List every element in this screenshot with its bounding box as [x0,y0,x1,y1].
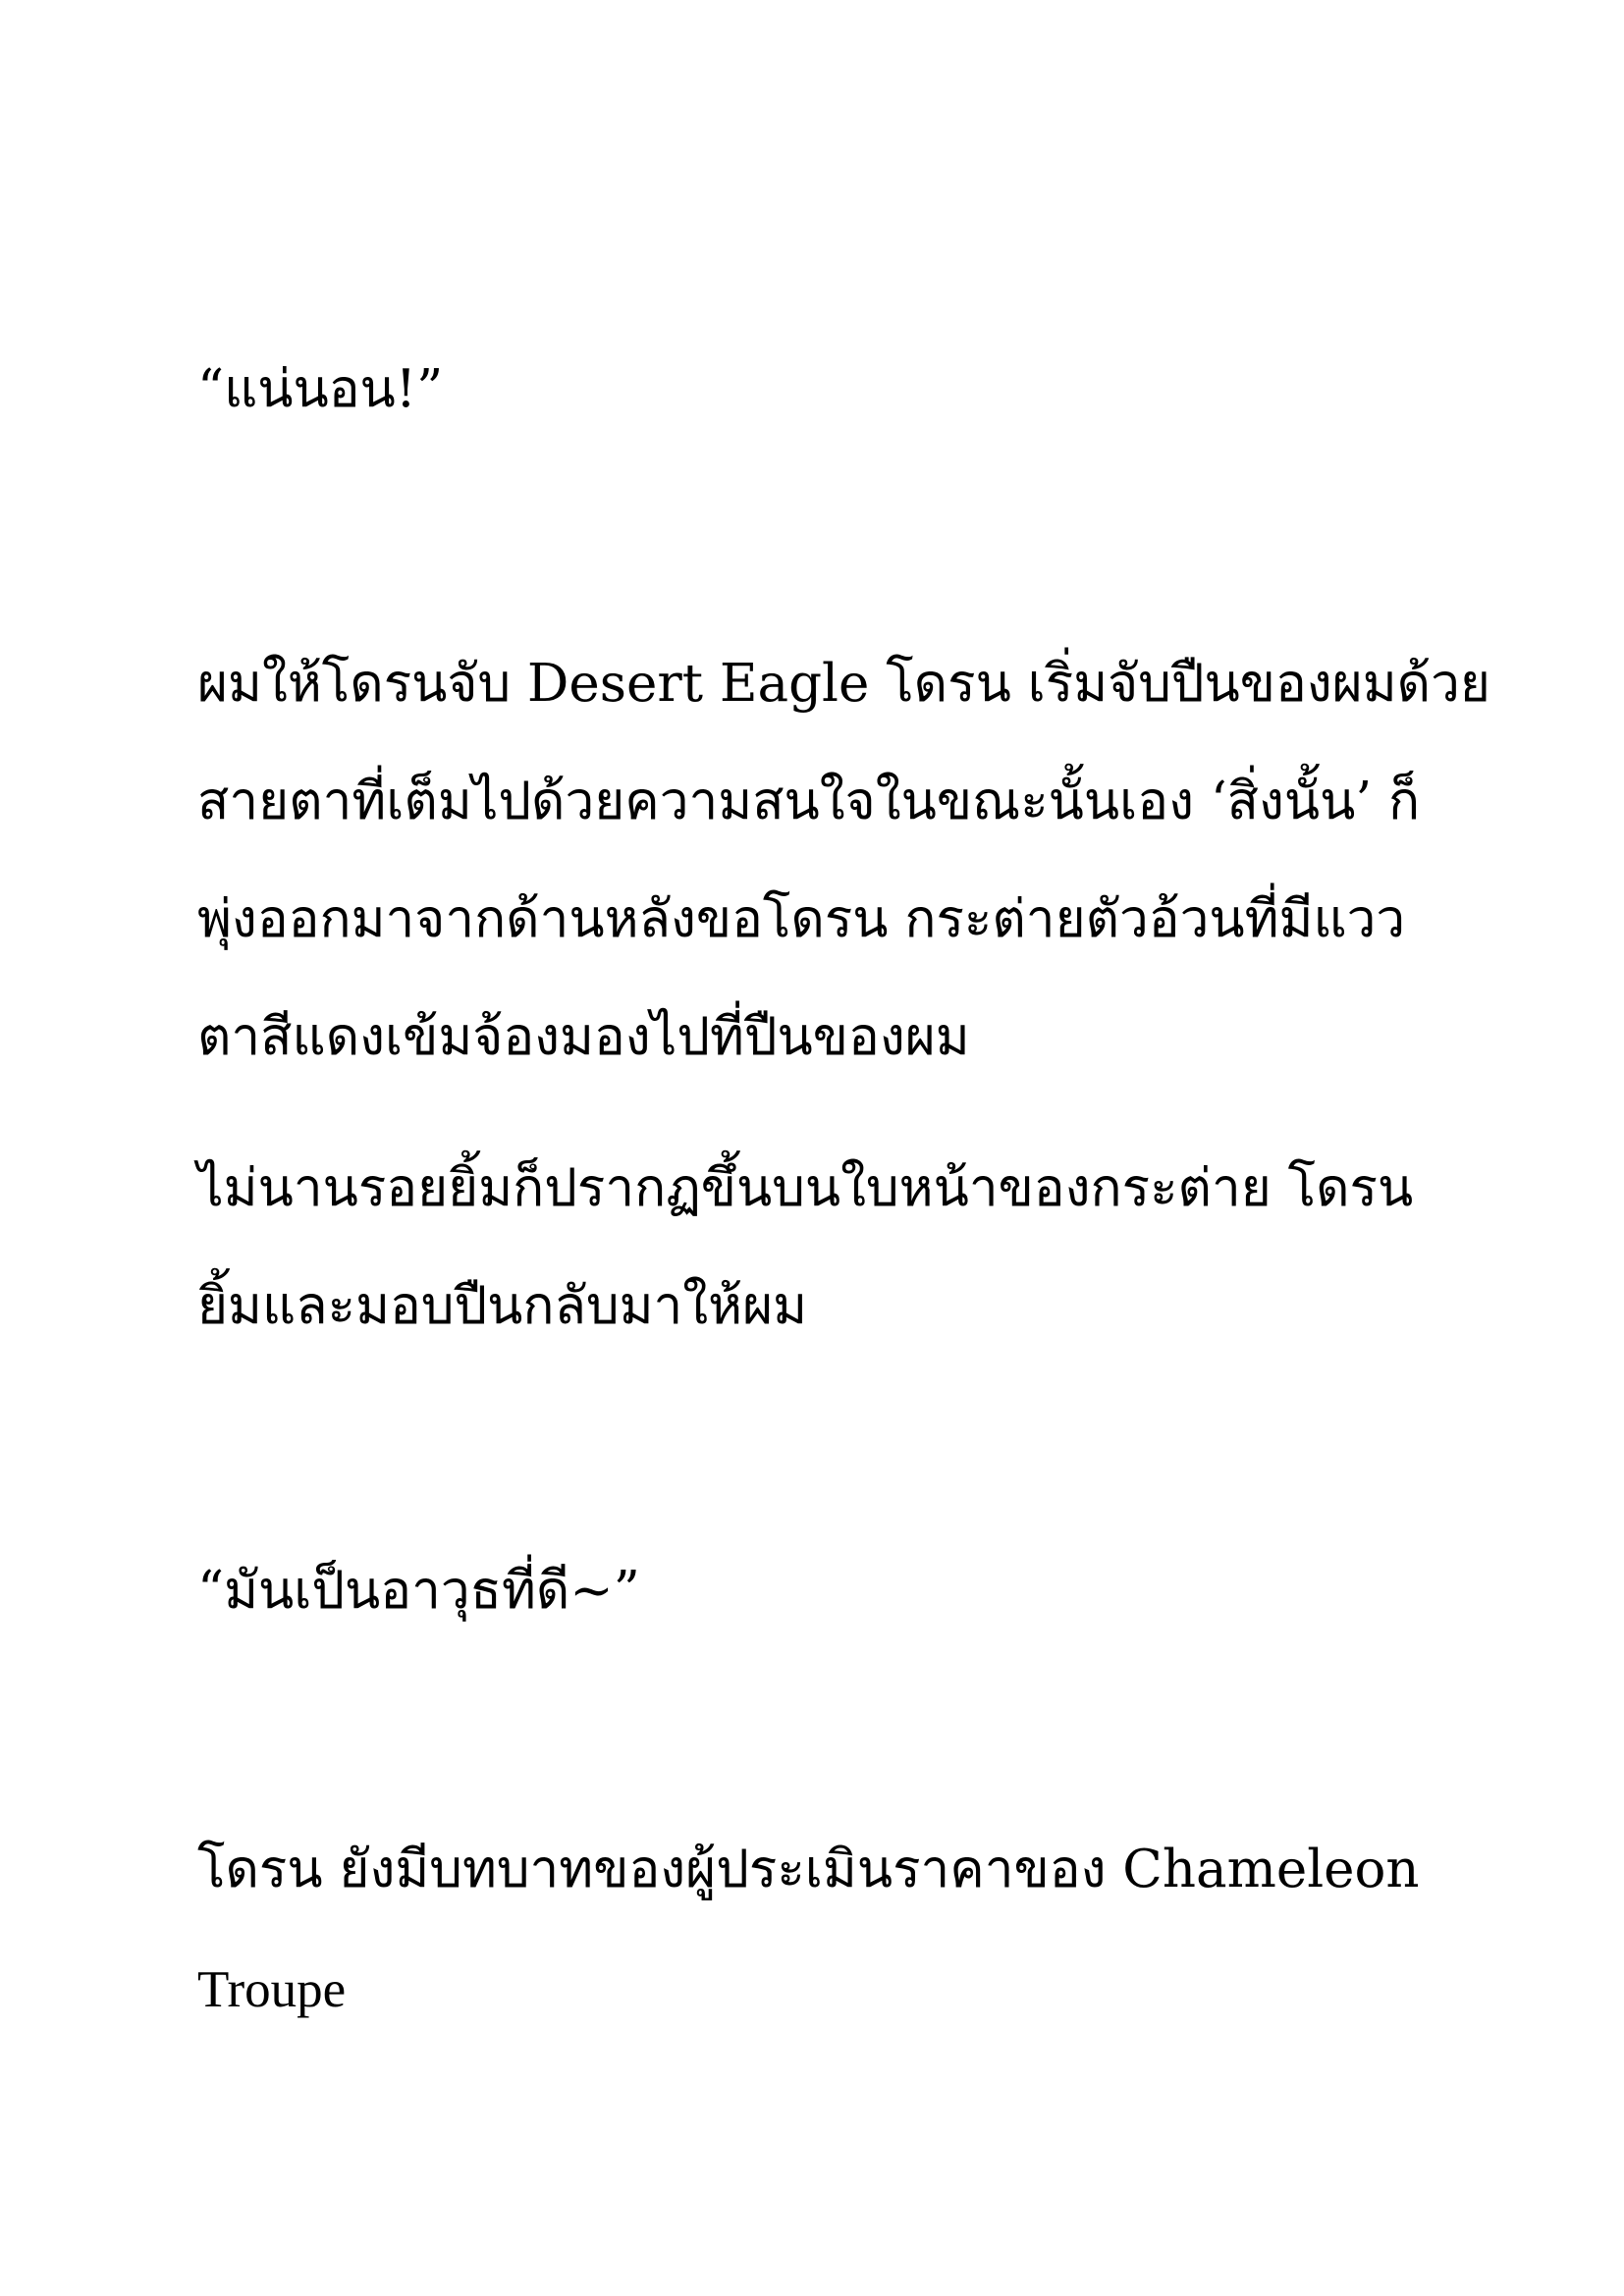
narration-line-8: Troupe [197,1961,347,2018]
narration-line-3: พุ่งออกมาจากด้านหลังขอโดรน กระต่ายตัวอ้วนที่มีแวว [197,889,1406,949]
narration-line-6: ยิ้มและมอบปืนกลับมาให้ผม [197,1276,808,1336]
narration-line-2: สายตาที่เต็มไปด้วยความสนใจในขณะนั้นเอง ‘สิ่งนั้น’ ก็ [197,772,1421,831]
dialogue-line-sure: “แน่นอน!” [197,359,444,419]
narration-line-1: ผมให้โดรนจับ Desert Eagle โดรน เริ่มจับปืนของผมด้วย [197,654,1490,714]
narration-line-4: ตาสีแดงเข้มจ้องมองไปที่ปืนของผม [197,1007,970,1067]
narration-line-5: ไม่นานรอยยิ้มก็ปรากฏขึ้นบนใบหน้าของกระต่าย โดรน [197,1158,1414,1218]
dialogue-line-good-weapon: “มันเป็นอาวุธที่ดี~” [197,1561,640,1621]
narration-line-7: โดรน ยังมีบทบาทของผู้ประเมินราคาของ Chameleon [197,1840,1420,1899]
